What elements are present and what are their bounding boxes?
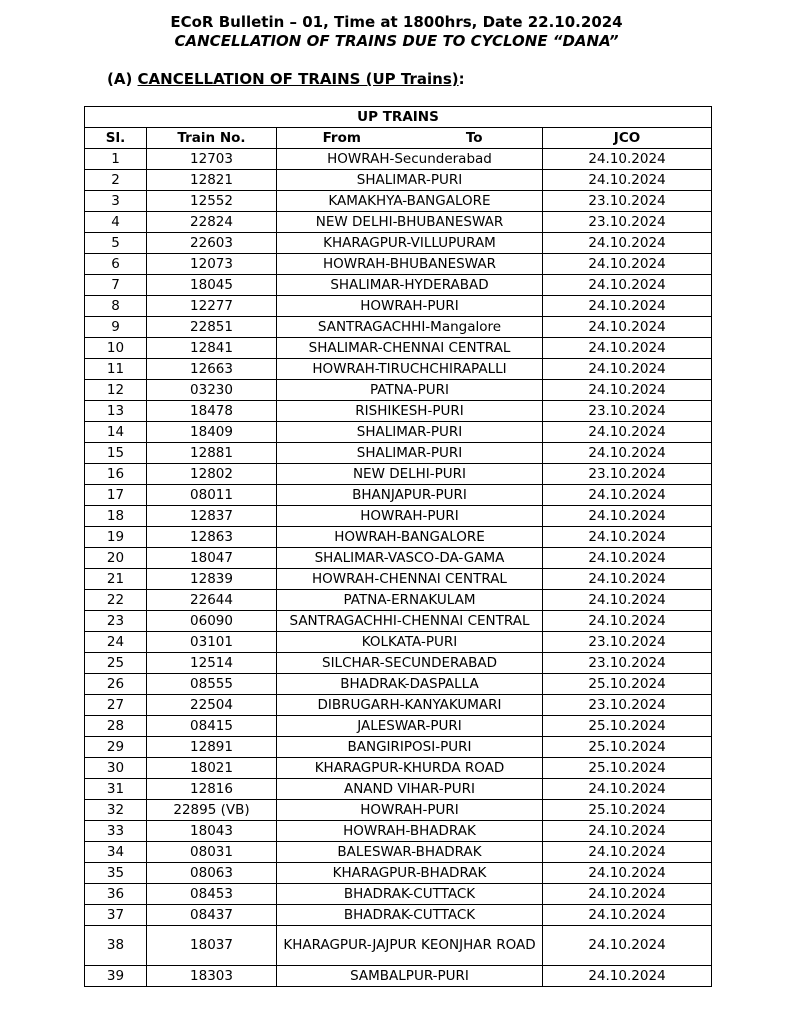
cell-jco: 24.10.2024 xyxy=(543,569,712,590)
cell-sl: 9 xyxy=(85,317,147,338)
cell-route: HOWRAH-Secunderabad xyxy=(277,149,543,170)
table-row xyxy=(85,737,712,758)
cell-train-no: 03230 xyxy=(147,380,277,401)
cell-route: KHARAGPUR-JAJPUR KEONJHAR ROAD xyxy=(277,926,543,966)
cell-jco: 24.10.2024 xyxy=(543,149,712,170)
cell-route: KAMAKHYA-BANGALORE xyxy=(277,191,543,212)
table-row xyxy=(85,212,712,233)
cell-train-no: 22895 (VB) xyxy=(147,800,277,821)
cell-jco: 25.10.2024 xyxy=(543,800,712,821)
cell-jco: 23.10.2024 xyxy=(543,653,712,674)
table-row xyxy=(85,716,712,737)
cell-train-no: 18045 xyxy=(147,275,277,296)
cell-sl: 24 xyxy=(85,632,147,653)
cell-route: NEW DELHI-PURI xyxy=(277,464,543,485)
cancellation-table xyxy=(84,106,712,987)
cell-train-no: 18303 xyxy=(147,966,277,987)
cell-train-no: 08031 xyxy=(147,842,277,863)
table-row xyxy=(85,863,712,884)
cell-sl: 11 xyxy=(85,359,147,380)
cell-route: BALESWAR-BHADRAK xyxy=(277,842,543,863)
cell-jco: 24.10.2024 xyxy=(543,443,712,464)
cell-sl: 31 xyxy=(85,779,147,800)
cell-sl: 27 xyxy=(85,695,147,716)
cell-sl: 21 xyxy=(85,569,147,590)
cell-sl: 26 xyxy=(85,674,147,695)
table-row xyxy=(85,527,712,548)
table-row xyxy=(85,548,712,569)
cell-sl: 16 xyxy=(85,464,147,485)
cell-sl: 3 xyxy=(85,191,147,212)
cell-sl: 32 xyxy=(85,800,147,821)
cell-train-no: 08063 xyxy=(147,863,277,884)
table-row xyxy=(85,611,712,632)
cell-route: SILCHAR-SECUNDERABAD xyxy=(277,653,543,674)
column-header-train-no: Train No. xyxy=(147,128,277,149)
cell-train-no: 08415 xyxy=(147,716,277,737)
cell-train-no: 18047 xyxy=(147,548,277,569)
cell-route: BHADRAK-CUTTACK xyxy=(277,905,543,926)
cell-route: RISHIKESH-PURI xyxy=(277,401,543,422)
cell-route: HOWRAH-PURI xyxy=(277,506,543,527)
table-row xyxy=(85,317,712,338)
cell-train-no: 18478 xyxy=(147,401,277,422)
cell-sl: 19 xyxy=(85,527,147,548)
cell-route: HOWRAH-CHENNAI CENTRAL xyxy=(277,569,543,590)
cell-route: KHARAGPUR-VILLUPURAM xyxy=(277,233,543,254)
table-row xyxy=(85,800,712,821)
cell-train-no: 12863 xyxy=(147,527,277,548)
cell-sl: 25 xyxy=(85,653,147,674)
cell-route: ANAND VIHAR-PURI xyxy=(277,779,543,800)
table-row xyxy=(85,926,712,966)
cell-sl: 35 xyxy=(85,863,147,884)
cell-train-no: 12881 xyxy=(147,443,277,464)
cell-route: HOWRAH-BHADRAK xyxy=(277,821,543,842)
cell-train-no: 08453 xyxy=(147,884,277,905)
table-row xyxy=(85,966,712,987)
cell-train-no: 12802 xyxy=(147,464,277,485)
cell-train-no: 08555 xyxy=(147,674,277,695)
section-prefix: (A) xyxy=(107,70,138,88)
cell-jco: 24.10.2024 xyxy=(543,380,712,401)
cell-sl: 20 xyxy=(85,548,147,569)
cell-sl: 1 xyxy=(85,149,147,170)
cell-route: KOLKATA-PURI xyxy=(277,632,543,653)
cell-jco: 25.10.2024 xyxy=(543,758,712,779)
cell-train-no: 18043 xyxy=(147,821,277,842)
cell-sl: 5 xyxy=(85,233,147,254)
cell-jco: 24.10.2024 xyxy=(543,966,712,987)
cell-route: BANGIRIPOSI-PURI xyxy=(277,737,543,758)
cell-train-no: 22824 xyxy=(147,212,277,233)
table-row xyxy=(85,506,712,527)
column-header-from: From xyxy=(277,128,407,149)
cell-route: BHANJAPUR-PURI xyxy=(277,485,543,506)
table-row xyxy=(85,170,712,191)
cell-jco: 24.10.2024 xyxy=(543,863,712,884)
table-row xyxy=(85,842,712,863)
cell-sl: 10 xyxy=(85,338,147,359)
cell-route: SHALIMAR-PURI xyxy=(277,422,543,443)
cell-sl: 2 xyxy=(85,170,147,191)
cell-train-no: 12552 xyxy=(147,191,277,212)
cell-route: HOWRAH-PURI xyxy=(277,800,543,821)
cell-jco: 24.10.2024 xyxy=(543,485,712,506)
cell-train-no: 08011 xyxy=(147,485,277,506)
table-row xyxy=(85,884,712,905)
table-row xyxy=(85,779,712,800)
cell-sl: 38 xyxy=(85,926,147,966)
table-row xyxy=(85,485,712,506)
cell-jco: 24.10.2024 xyxy=(543,422,712,443)
cell-sl: 6 xyxy=(85,254,147,275)
cell-train-no: 03101 xyxy=(147,632,277,653)
cell-route: SANTRAGACHHI-CHENNAI CENTRAL xyxy=(277,611,543,632)
cell-train-no: 06090 xyxy=(147,611,277,632)
section-title: CANCELLATION OF TRAINS (UP Trains) xyxy=(137,70,459,88)
cell-sl: 8 xyxy=(85,296,147,317)
cell-sl: 18 xyxy=(85,506,147,527)
table-row xyxy=(85,758,712,779)
cell-jco: 24.10.2024 xyxy=(543,926,712,966)
cell-route: HOWRAH-BANGALORE xyxy=(277,527,543,548)
table-row xyxy=(85,191,712,212)
cell-sl: 13 xyxy=(85,401,147,422)
cell-route: HOWRAH-PURI xyxy=(277,296,543,317)
section-suffix: : xyxy=(458,70,465,88)
cell-jco: 25.10.2024 xyxy=(543,674,712,695)
cell-sl: 7 xyxy=(85,275,147,296)
table-row xyxy=(85,632,712,653)
table-row xyxy=(85,275,712,296)
cell-route: BHADRAK-CUTTACK xyxy=(277,884,543,905)
cell-jco: 23.10.2024 xyxy=(543,191,712,212)
cell-jco: 24.10.2024 xyxy=(543,821,712,842)
table-row xyxy=(85,905,712,926)
cell-route: SHALIMAR-CHENNAI CENTRAL xyxy=(277,338,543,359)
cell-train-no: 12837 xyxy=(147,506,277,527)
table-row xyxy=(85,149,712,170)
cell-sl: 17 xyxy=(85,485,147,506)
table-row xyxy=(85,653,712,674)
table-row xyxy=(85,380,712,401)
cell-jco: 24.10.2024 xyxy=(543,170,712,191)
cell-route: SANTRAGACHHI-Mangalore xyxy=(277,317,543,338)
cell-sl: 30 xyxy=(85,758,147,779)
bulletin-header: ECoR Bulletin – 01, Time at 1800hrs, Date 22.10.2024 xyxy=(170,13,623,31)
cell-route: JALESWAR-PURI xyxy=(277,716,543,737)
cell-jco: 24.10.2024 xyxy=(543,842,712,863)
cell-jco: 23.10.2024 xyxy=(543,212,712,233)
cell-train-no: 12839 xyxy=(147,569,277,590)
cell-route: SHALIMAR-PURI xyxy=(277,170,543,191)
cell-train-no: 18037 xyxy=(147,926,277,966)
cell-train-no: 22851 xyxy=(147,317,277,338)
table-caption: UP TRAINS xyxy=(85,107,712,128)
cell-train-no: 18021 xyxy=(147,758,277,779)
cell-route: SHALIMAR-HYDERABAD xyxy=(277,275,543,296)
cell-route: NEW DELHI-BHUBANESWAR xyxy=(277,212,543,233)
table-row xyxy=(85,422,712,443)
cell-sl: 36 xyxy=(85,884,147,905)
cell-jco: 25.10.2024 xyxy=(543,716,712,737)
cell-train-no: 12073 xyxy=(147,254,277,275)
cell-train-no: 22603 xyxy=(147,233,277,254)
cell-jco: 23.10.2024 xyxy=(543,401,712,422)
cell-route: PATNA-ERNAKULAM xyxy=(277,590,543,611)
cell-route: SHALIMAR-PURI xyxy=(277,443,543,464)
cell-jco: 24.10.2024 xyxy=(543,779,712,800)
cell-jco: 24.10.2024 xyxy=(543,275,712,296)
cell-jco: 24.10.2024 xyxy=(543,527,712,548)
cell-train-no: 22504 xyxy=(147,695,277,716)
cell-sl: 4 xyxy=(85,212,147,233)
cell-jco: 24.10.2024 xyxy=(543,296,712,317)
cell-jco: 24.10.2024 xyxy=(543,254,712,275)
cell-sl: 29 xyxy=(85,737,147,758)
cell-jco: 24.10.2024 xyxy=(543,548,712,569)
cell-route: KHARAGPUR-BHADRAK xyxy=(277,863,543,884)
cell-route: BHADRAK-DASPALLA xyxy=(277,674,543,695)
cell-jco: 24.10.2024 xyxy=(543,338,712,359)
table-row xyxy=(85,590,712,611)
section-heading xyxy=(107,70,465,88)
cell-train-no: 12703 xyxy=(147,149,277,170)
cell-route: SAMBALPUR-PURI xyxy=(277,966,543,987)
cell-sl: 23 xyxy=(85,611,147,632)
table-row xyxy=(85,443,712,464)
table-row xyxy=(85,569,712,590)
bulletin-subtitle: CANCELLATION OF TRAINS DUE TO CYCLONE “DANA” xyxy=(174,32,619,50)
column-header-jco: JCO xyxy=(543,128,712,149)
cell-sl: 14 xyxy=(85,422,147,443)
cell-jco: 24.10.2024 xyxy=(543,611,712,632)
column-header-to: To xyxy=(407,128,543,149)
cell-train-no: 12841 xyxy=(147,338,277,359)
cell-train-no: 12663 xyxy=(147,359,277,380)
cell-sl: 34 xyxy=(85,842,147,863)
cell-train-no: 12816 xyxy=(147,779,277,800)
cell-jco: 24.10.2024 xyxy=(543,233,712,254)
cell-sl: 37 xyxy=(85,905,147,926)
cell-train-no: 22644 xyxy=(147,590,277,611)
cell-route: PATNA-PURI xyxy=(277,380,543,401)
table-row xyxy=(85,254,712,275)
cell-route: HOWRAH-BHUBANESWAR xyxy=(277,254,543,275)
cell-sl: 33 xyxy=(85,821,147,842)
cell-jco: 24.10.2024 xyxy=(543,884,712,905)
table-row xyxy=(85,464,712,485)
table-row xyxy=(85,359,712,380)
cell-jco: 24.10.2024 xyxy=(543,590,712,611)
cell-jco: 25.10.2024 xyxy=(543,737,712,758)
cell-train-no: 12821 xyxy=(147,170,277,191)
cell-sl: 22 xyxy=(85,590,147,611)
table-row xyxy=(85,296,712,317)
table-row xyxy=(85,674,712,695)
cell-train-no: 18409 xyxy=(147,422,277,443)
column-header-sl: Sl. xyxy=(85,128,147,149)
cell-route: HOWRAH-TIRUCHCHIRAPALLI xyxy=(277,359,543,380)
table-row xyxy=(85,233,712,254)
table-row xyxy=(85,401,712,422)
table-row xyxy=(85,338,712,359)
cell-jco: 23.10.2024 xyxy=(543,632,712,653)
cell-route: SHALIMAR-VASCO-DA-GAMA xyxy=(277,548,543,569)
cell-jco: 24.10.2024 xyxy=(543,317,712,338)
cell-jco: 24.10.2024 xyxy=(543,506,712,527)
cell-sl: 12 xyxy=(85,380,147,401)
cell-train-no: 12514 xyxy=(147,653,277,674)
cell-route: KHARAGPUR-KHURDA ROAD xyxy=(277,758,543,779)
cell-train-no: 08437 xyxy=(147,905,277,926)
cell-sl: 15 xyxy=(85,443,147,464)
cell-jco: 24.10.2024 xyxy=(543,359,712,380)
cell-jco: 24.10.2024 xyxy=(543,905,712,926)
cell-jco: 23.10.2024 xyxy=(543,464,712,485)
cell-train-no: 12891 xyxy=(147,737,277,758)
cell-jco: 23.10.2024 xyxy=(543,695,712,716)
cell-route: DIBRUGARH-KANYAKUMARI xyxy=(277,695,543,716)
cell-train-no: 12277 xyxy=(147,296,277,317)
table-row xyxy=(85,695,712,716)
cell-sl: 39 xyxy=(85,966,147,987)
cell-sl: 28 xyxy=(85,716,147,737)
table-row xyxy=(85,821,712,842)
